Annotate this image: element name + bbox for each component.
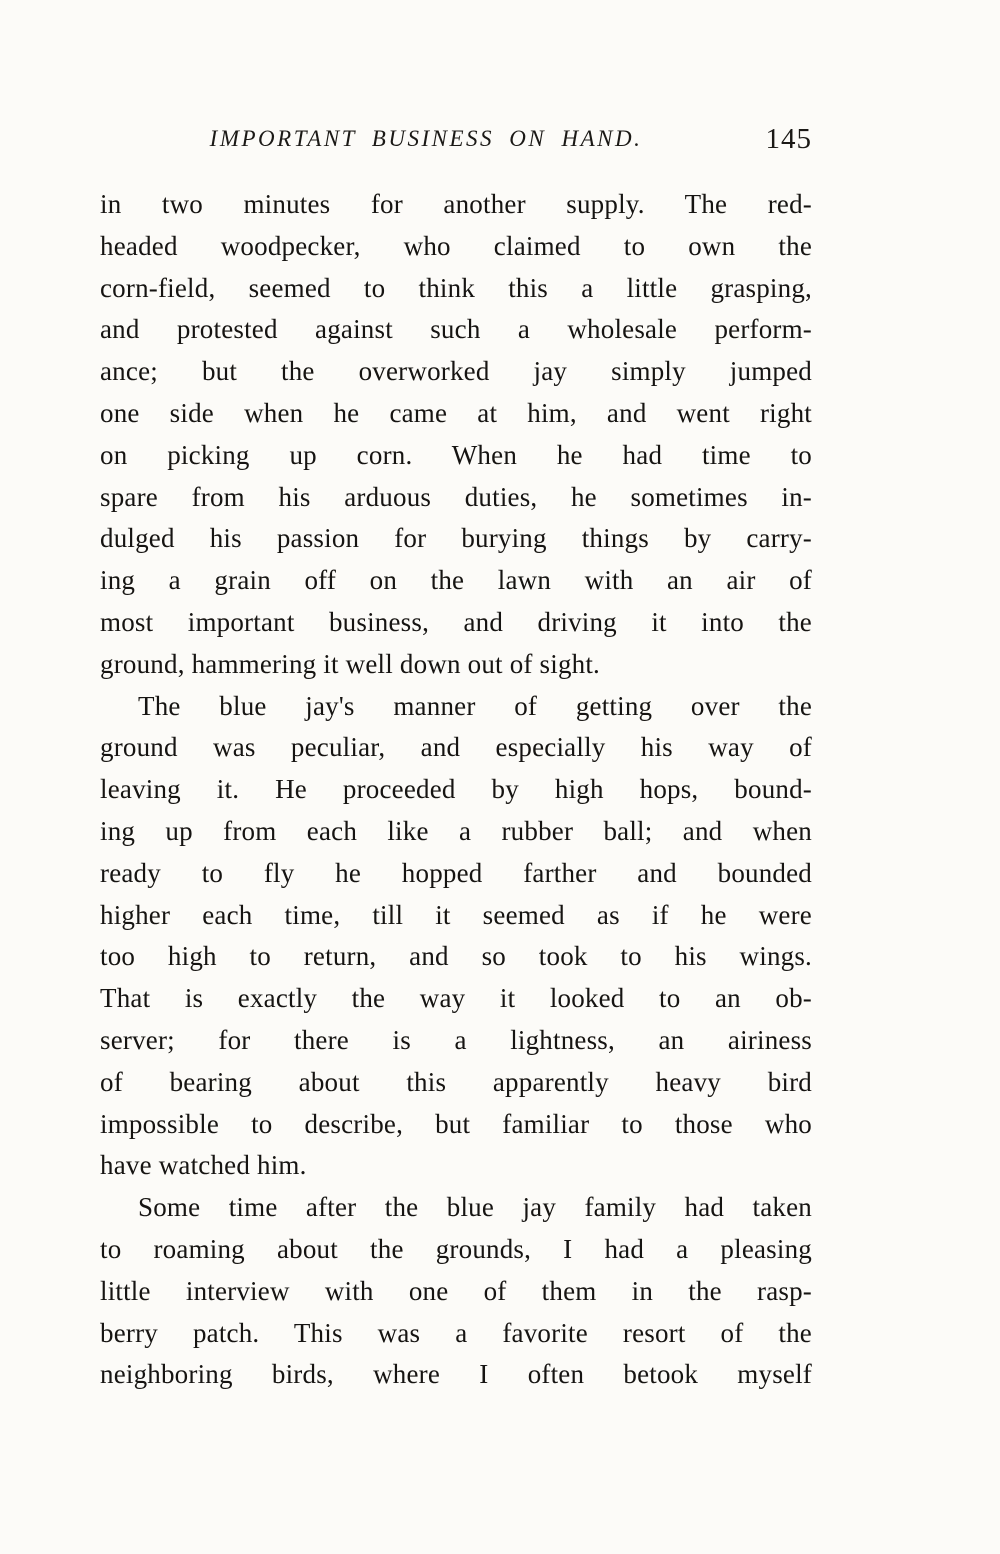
text-line: corn-field, seemed to think this a little grasping, bbox=[100, 272, 812, 303]
text-line: headed woodpecker, who claimed to own the bbox=[100, 230, 812, 261]
text-line: one side when he came at him, and went right bbox=[100, 397, 812, 428]
page-number: 145 bbox=[765, 123, 812, 155]
text-line: That is exactly the way it looked to an ob- bbox=[100, 983, 812, 1014]
text-line: ance; but the overworked jay simply jumped bbox=[100, 356, 812, 387]
text-line: little interview with one of them in the rasp- bbox=[100, 1275, 812, 1306]
text-line: have watched him. bbox=[100, 1150, 307, 1181]
text-line: berry patch. This was a favorite resort of the bbox=[100, 1317, 812, 1348]
text-line: in two minutes for another supply. The red- bbox=[100, 189, 812, 219]
text-line: ing a grain off on the lawn with an air of bbox=[100, 565, 812, 596]
text-line: ready to fly he hopped farther and bounded bbox=[100, 857, 812, 888]
text-line: most important business, and driving it into the bbox=[100, 606, 812, 637]
text-line: higher each time, till it seemed as if he were bbox=[100, 899, 812, 930]
page-body bbox=[100, 184, 812, 1396]
text-line: neighboring birds, where I often betook myself bbox=[100, 1359, 812, 1390]
running-header bbox=[100, 123, 812, 160]
text-line: impossible to describe, but familiar to those who bbox=[100, 1108, 812, 1139]
text-line: and protested against such a wholesale perform- bbox=[100, 314, 812, 345]
text-line: dulged his passion for burying things by carry- bbox=[100, 523, 812, 554]
text-line: leaving it. He proceeded by high hops, bound- bbox=[100, 774, 812, 805]
text-line: of bearing about this apparently heavy bird bbox=[100, 1066, 812, 1097]
text-line: spare from his arduous duties, he sometimes in- bbox=[100, 481, 812, 512]
text-line: to roaming about the grounds, I had a pleasing bbox=[100, 1233, 812, 1264]
running-header-title: IMPORTANT BUSINESS ON HAND. bbox=[209, 126, 643, 151]
text-line: ground, hammering it well down out of sight. bbox=[100, 648, 600, 679]
text-line: ground was peculiar, and especially his way of bbox=[100, 732, 812, 763]
text-line: Some time after the blue jay family had taken bbox=[138, 1192, 812, 1223]
text-line: ing up from each like a rubber ball; and when bbox=[100, 815, 812, 846]
text-line: The blue jay's manner of getting over the bbox=[138, 690, 812, 721]
text-line: server; for there is a lightness, an airiness bbox=[100, 1024, 812, 1055]
text-line: on picking up corn. When he had time to bbox=[100, 439, 812, 470]
text-line: too high to return, and so took to his wings. bbox=[100, 941, 812, 972]
